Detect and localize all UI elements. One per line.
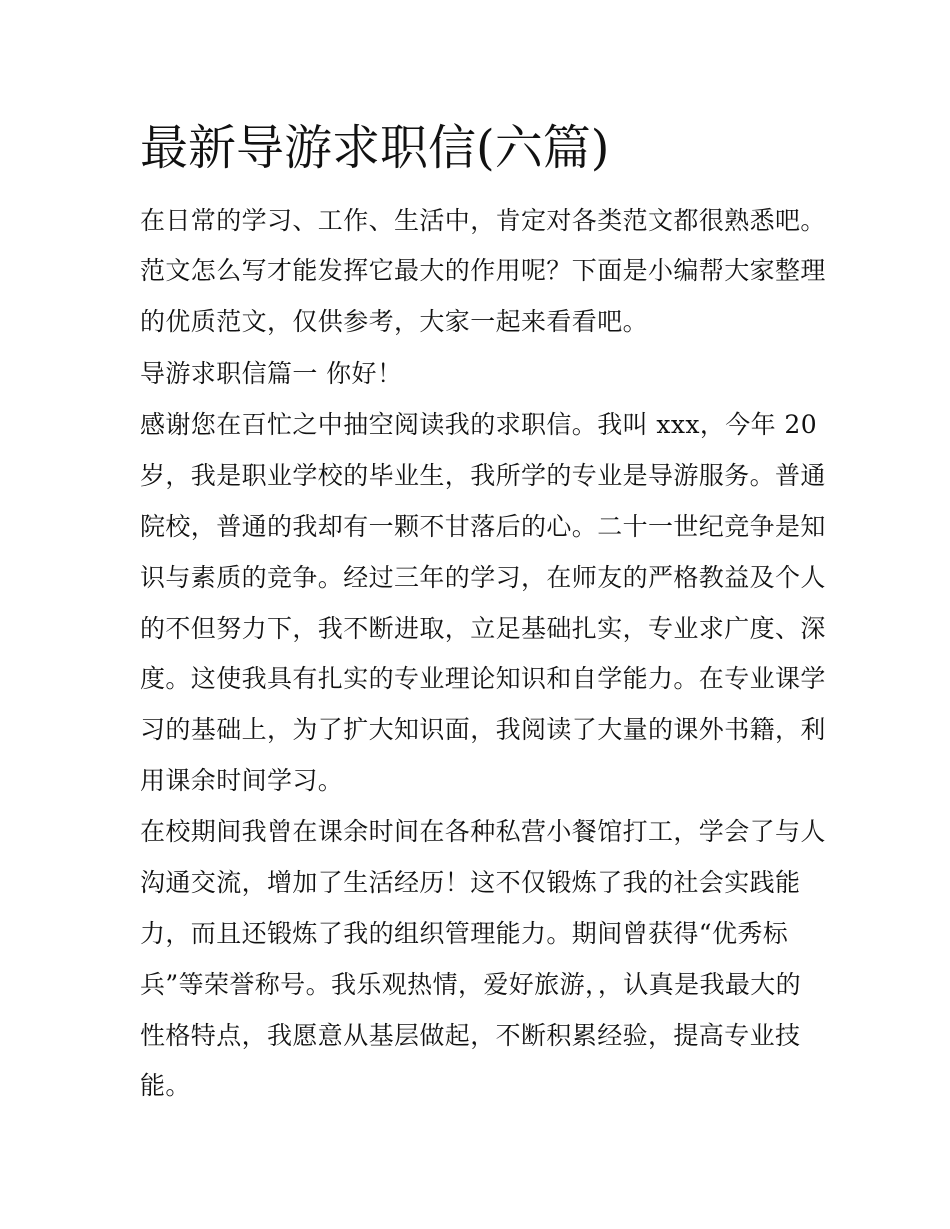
paragraph-line: 能。 bbox=[140, 1071, 191, 1100]
paragraph-line: 在日常的学习、工作、生活中，肯定对各类范文都很熟悉吧。 bbox=[140, 206, 826, 235]
paragraph-line: 力，而且还锻炼了我的组织管理能力。期间曾获得“优秀标 bbox=[140, 919, 789, 948]
paragraph-line: 识与素质的竞争。经过三年的学习，在师友的严格教益及个人 bbox=[140, 563, 826, 592]
paragraph-line: 兵”等荣誉称号。我乐观热情，爱好旅游，，认真是我最大的 bbox=[140, 970, 802, 999]
paragraph-line: 用课余时间学习。 bbox=[140, 766, 344, 795]
paragraph-line: 岁，我是职业学校的毕业生，我所学的专业是导游服务。普通 bbox=[140, 461, 826, 490]
paragraph-line: 范文怎么写才能发挥它最大的作用呢？下面是小编帮大家整理 bbox=[140, 256, 826, 285]
page-title: 最新导游求职信(六篇) bbox=[140, 120, 610, 176]
paragraph-line: 性格特点，我愿意从基层做起，不断积累经验，提高专业技 bbox=[140, 1021, 801, 1050]
paragraph-line: 习的基础上，为了扩大知识面，我阅读了大量的课外书籍，利 bbox=[140, 715, 826, 744]
paragraph-line: 的优质范文，仅供参考，大家一起来看看吧。 bbox=[140, 307, 649, 336]
paragraph-line: 度。这使我具有扎实的专业理论知识和自学能力。在专业课学 bbox=[140, 664, 826, 693]
paragraph-line: 在校期间我曾在课余时间在各种私营小餐馆打工，学会了与人 bbox=[140, 817, 826, 846]
paragraph-line: 院校，普通的我却有一颗不甘落后的心。二十一世纪竞争是知 bbox=[140, 512, 826, 541]
paragraph-line: 的不但努力下，我不断进取，立足基础扎实，专业求广度、深 bbox=[140, 614, 826, 643]
paragraph-line: 感谢您在百忙之中抽空阅读我的求职信。我叫 xxx，今年 20 bbox=[140, 410, 818, 439]
section-heading-line: 导游求职信篇一 你好！ bbox=[140, 359, 403, 388]
paragraph-line: 沟通交流，增加了生活经历！这不仅锻炼了我的社会实践能 bbox=[140, 868, 801, 897]
